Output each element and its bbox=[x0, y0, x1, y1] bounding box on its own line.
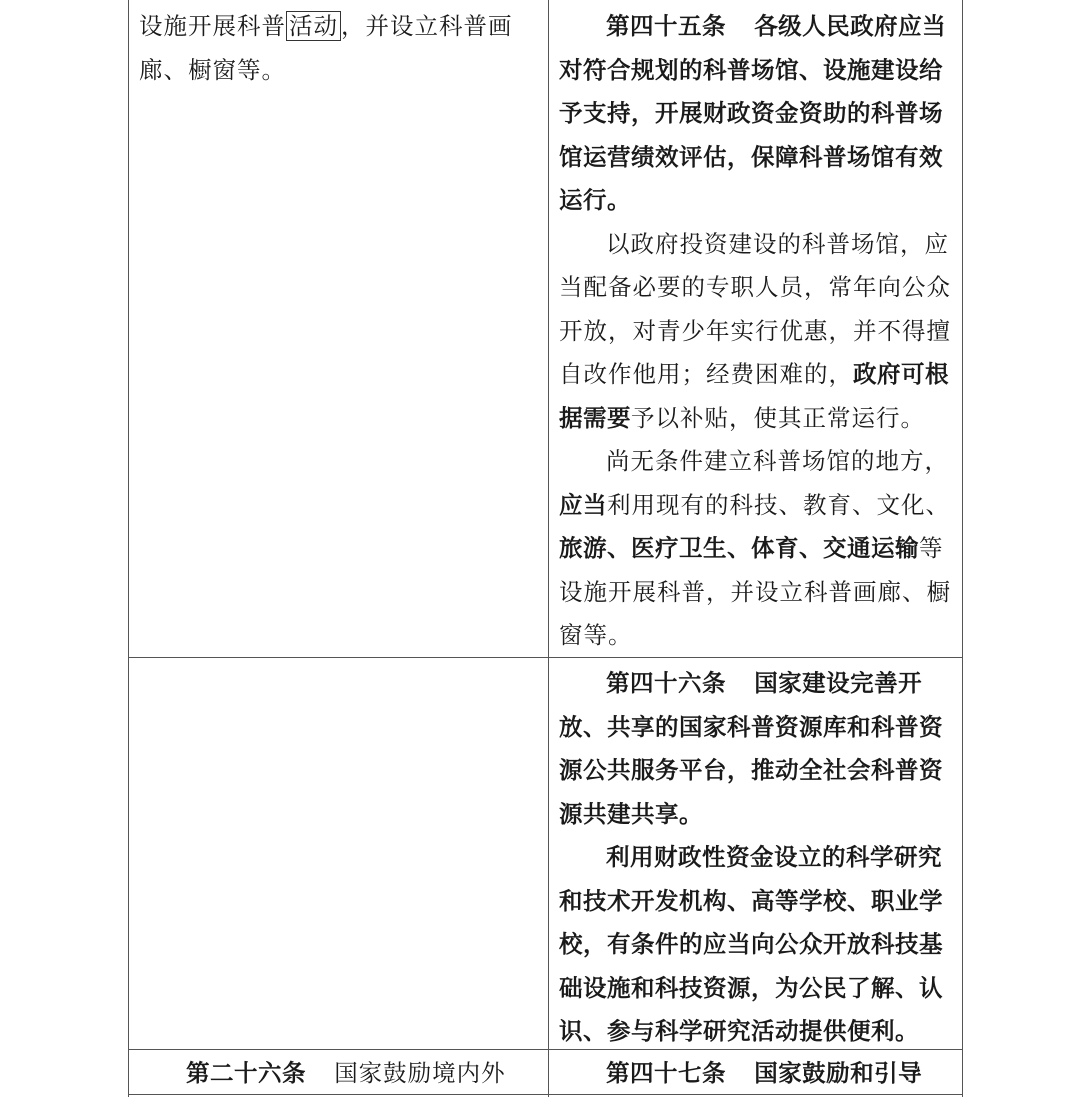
article-45-p3-bold-1: 应当 bbox=[559, 490, 607, 519]
table-border-right bbox=[962, 0, 963, 1097]
table-column-divider bbox=[548, 0, 549, 1097]
article-47-title: 第四十七条 bbox=[606, 1059, 726, 1087]
article-45-p3-bold-2: 旅游、医疗卫生、体育、交通运输 bbox=[559, 534, 919, 562]
article-45-p2-bold: 政府可根据需要 bbox=[559, 360, 949, 432]
article-46-paragraph-2: 利用财政性资金设立的科学研究和技术开发机构、高等学校、职业学校，有条件的应当向公众开放科技基础设施和科技资源，为公民了解、认识、参与科学研究活动提供便利。 bbox=[559, 843, 943, 1045]
article-46-p1-text: 国家建设完善开放、共享的国家科普资源库和科普资源公共服务平台，推动全社会科普资源共建共享。 bbox=[559, 669, 943, 828]
left-row3-cell bbox=[139, 1052, 541, 1096]
boxed-highlight-text: 活动 bbox=[286, 11, 341, 41]
article-46-title: 第四十六条 bbox=[606, 669, 726, 697]
left-row3-paragraph bbox=[139, 1052, 541, 1096]
article-26-text: 国家鼓励境内外 bbox=[334, 1059, 506, 1087]
left-row1-line1 bbox=[139, 5, 541, 49]
article-45-paragraph-1 bbox=[559, 5, 955, 223]
article-45-p3-start: 尚无条件建立科普场馆的地方， bbox=[606, 447, 949, 475]
article-47-text: 国家鼓励和引导 bbox=[754, 1059, 923, 1087]
article-46-paragraph-1 bbox=[559, 662, 955, 836]
article-45-title: 第四十五条 bbox=[606, 12, 726, 40]
left-row1-text-b: ，并设立科普画 bbox=[341, 12, 513, 40]
article-47-cell bbox=[559, 1052, 955, 1096]
left-row1-cell bbox=[139, 5, 541, 92]
left-row1-line2: 廊、橱窗等。 bbox=[139, 55, 286, 84]
article-45-p2-text: 以政府投资建设的科普场馆，应当配备必要的专职人员，常年向公众开放，对青少年实行优惠，并不得擅自改作他用；经费困难的， bbox=[559, 229, 951, 388]
article-45-p2-end: 予以补贴，使其正常运行。 bbox=[631, 403, 925, 432]
article-26-title: 第二十六条 bbox=[186, 1059, 306, 1087]
article-45-paragraph-2 bbox=[559, 223, 955, 441]
article-46-cell bbox=[559, 662, 955, 1054]
article-45-paragraph-3 bbox=[559, 440, 955, 658]
article-47-paragraph bbox=[559, 1052, 955, 1096]
article-45-p3-end: 等设施开展科普，并设立科普画廊、橱窗等。 bbox=[559, 534, 951, 649]
article-45-p1-text: 各级人民政府应当对符合规划的科普场馆、设施建设给予支持，开展财政资金资助的科普场馆运营绩效评估，保障科普场馆有效运行。 bbox=[559, 12, 947, 214]
table-border-left bbox=[128, 0, 129, 1097]
article-45-p3-mid: 利用现有的科技、教育、文化、 bbox=[607, 490, 950, 519]
article-45-cell bbox=[559, 5, 955, 658]
left-row1-text-a: 设施开展科普 bbox=[139, 12, 286, 40]
